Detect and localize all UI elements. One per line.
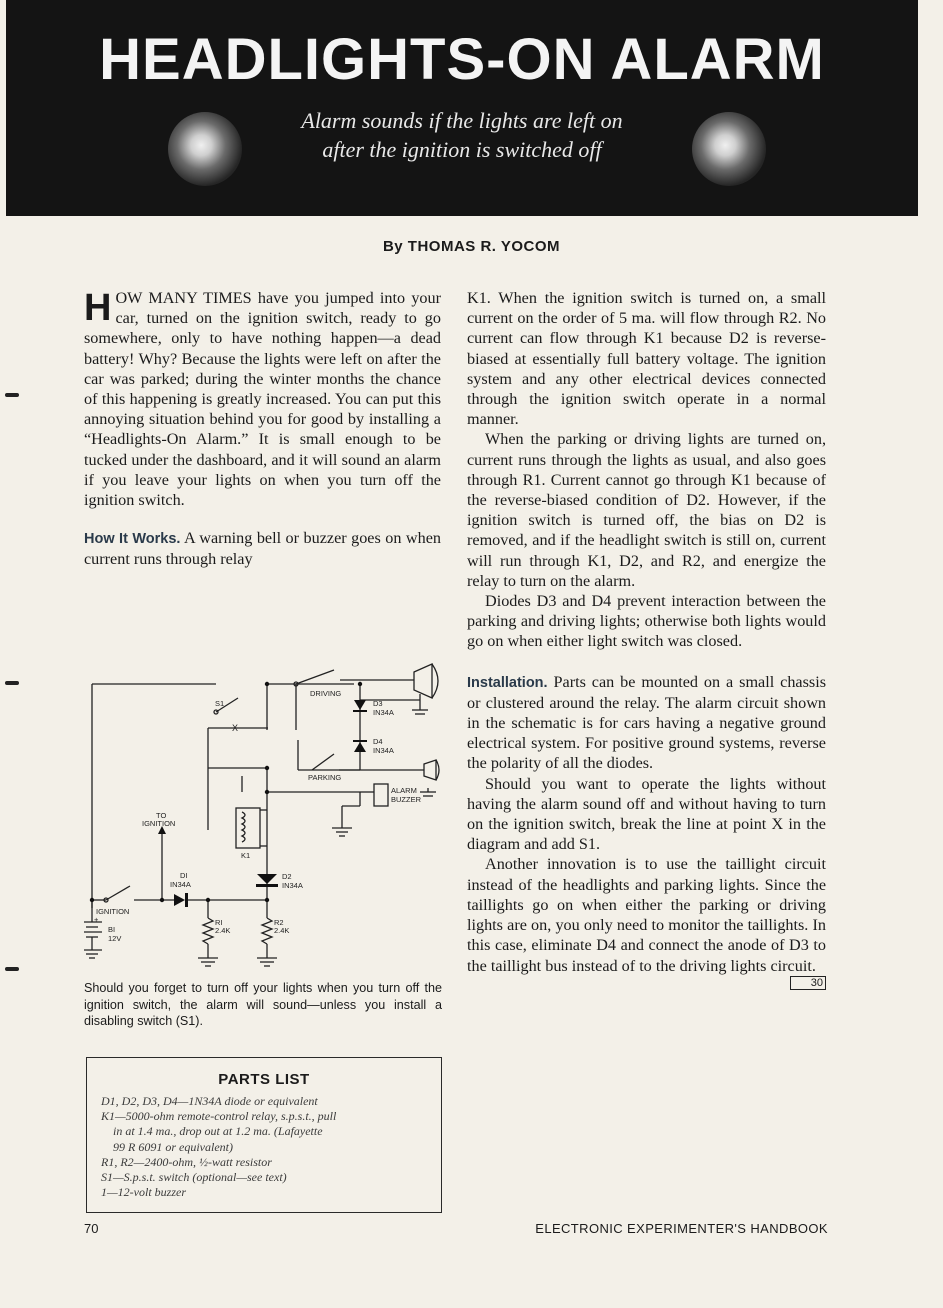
- label-d4-part: IN34A: [373, 746, 394, 755]
- parts-item: in at 1.4 ma., drop out at 1.2 ma. (Lafayette: [113, 1124, 323, 1139]
- paragraph: K1. When the ignition switch is turned on, a small current on the order of 5 ma. will flow through R2. No current can flow through K1 because D2 is reverse-biased at essentially full battery voltage. The ignition system and any other electrical devices connected through the ignition switch operate in a normal manner.: [467, 289, 826, 429]
- label-point-x: X: [232, 723, 239, 733]
- byline: By THOMAS R. YOCOM: [382, 238, 561, 255]
- article-title: HEADLIGHTS-ON ALARM: [99, 27, 825, 92]
- taillight-text: Another innovation is to use the taillight circuit instead of the headlights and parking lights. Since the taillights go on when either the parking or driving lights are on, you only need to monitor the taillights. In this case, eliminate D4 and connect the anode of D3 to the taillight bus instead of to the driving lights circuit.: [467, 855, 826, 975]
- margin-mark: [5, 967, 19, 971]
- label-plus: +: [94, 915, 99, 924]
- subtitle-line-2: after the ignition is switched off: [322, 137, 602, 162]
- headlight-photo-left: [168, 112, 242, 186]
- parts-list-items: [101, 1094, 441, 1200]
- parts-item: D1, D2, D3, D4—1N34A diode or equivalent: [101, 1094, 318, 1108]
- label-to: TO: [156, 811, 167, 820]
- diode-d4-symbol: [354, 742, 366, 752]
- label-ignition-switch: IGNITION: [96, 907, 130, 916]
- label-buzzer: BUZZER: [391, 795, 421, 804]
- label-d3-part: IN34A: [373, 708, 394, 717]
- label-alarm: ALARM: [391, 786, 417, 795]
- title-banner: [6, 0, 918, 216]
- page-number: 70: [84, 1221, 99, 1236]
- label-d1: DI: [180, 871, 188, 880]
- label-d2: D2: [282, 872, 292, 881]
- headlight-photo-right: [692, 112, 766, 186]
- paragraph: Diodes D3 and D4 prevent interaction between the parking and driving lights; otherwise both lights would go on when either light switch was closed.: [467, 592, 826, 651]
- margin-mark: [5, 393, 19, 397]
- diode-d3-symbol: [354, 700, 366, 710]
- label-d4: D4: [373, 737, 383, 746]
- installation-heading: Installation.: [467, 674, 548, 691]
- parts-item: S1—S.p.s.t. switch (optional—see text): [101, 1170, 287, 1185]
- right-column: [467, 288, 826, 990]
- intro-text: OW MANY TIMES have you jumped into your car, turned on the ignition switch, ready to go somewhere, only to have nothing happen—a dead battery! Why? Because the lights were left on after the car was parked; during the winter months the chance of this happening is greatly increased. You can put this annoying situation behind you for good by installing a “Headlights-On Alarm.” It is small enough to be tucked under the dashboard, and it will sound an alarm if you leave your lights on when you turn off the ignition switch.: [84, 289, 441, 510]
- label-k1: K1: [241, 851, 251, 860]
- label-b1-voltage: 12V: [108, 934, 122, 943]
- parts-list-title: PARTS LIST: [218, 1071, 310, 1088]
- diode-d1-symbol: [174, 894, 185, 906]
- label-r1-value: 2.4K: [215, 926, 231, 935]
- label-r2: R2: [274, 918, 284, 927]
- how-it-works-paragraph: [84, 528, 441, 569]
- how-it-works-heading: How It Works.: [84, 531, 181, 548]
- label-d1-part: IN34A: [170, 880, 191, 889]
- parts-item: K1—5000-ohm remote-control relay, s.p.s.t., pull: [101, 1109, 337, 1124]
- book-title: ELECTRONIC EXPERIMENTER'S HANDBOOK: [535, 1221, 828, 1236]
- label-r1: RI: [215, 918, 223, 927]
- label-s1: S1: [215, 699, 225, 708]
- paragraph: Should you want to operate the lights without having the alarm sound off and without having to turn on the ignition switch, break the line at point X in the diagram and add S1.: [467, 774, 826, 854]
- parts-item: 1—12-volt buzzer: [101, 1185, 186, 1200]
- margin-mark: [5, 681, 19, 685]
- subtitle-line-1: Alarm sounds if the lights are left on: [301, 108, 623, 133]
- how-it-works-text: A warning bell or buzzer goes on when current runs through relay: [84, 529, 441, 569]
- article-subtitle: [6, 106, 918, 164]
- parts-item: 99 R 6091 or equivalent): [113, 1139, 233, 1154]
- label-d2-part: IN34A: [282, 881, 303, 890]
- left-column: [84, 288, 441, 570]
- label-b1: BI: [108, 925, 116, 934]
- drop-cap: H: [84, 287, 112, 329]
- installation-text: Parts can be mounted on a small chassis or clustered around the relay. The alarm circuit shown in the schematic is for cars having a negative ground electrical system. For positive ground systems, reverse the polarity of all the diodes.: [467, 672, 826, 773]
- intro-paragraph: [84, 288, 441, 510]
- parts-item: R1, R2—2400-ohm, ½-watt resistor: [101, 1154, 272, 1169]
- parts-list-box: [86, 1057, 442, 1213]
- schematic-diagram: [84, 660, 450, 976]
- end-mark: 30: [790, 976, 826, 990]
- diode-d2-symbol: [257, 874, 277, 884]
- label-r2-value: 2.4K: [274, 926, 290, 935]
- figure-caption: Should you forget to turn off your lights when you turn off the ignition switch, the alarm will sound—unless you install a disabling switch (S1).: [84, 981, 442, 1028]
- label-to-ignition: IGNITION: [142, 819, 176, 828]
- paragraph: [467, 854, 826, 989]
- label-d3: D3: [373, 699, 383, 708]
- label-parking: PARKING: [308, 773, 342, 782]
- label-driving: DRIVING: [310, 689, 342, 698]
- paragraph: When the parking or driving lights are turned on, current runs through the lights as usual, and also goes through R1. Current cannot go through K1 because of the reverse-biased condition of D2. However, if the ignition switch is turned off, the bias on D2 is removed, and if the headlight switch is still on, current will run through K1, D2, and R2, and energize the relay to turn on the alarm.: [467, 430, 826, 590]
- installation-paragraph: [467, 672, 826, 774]
